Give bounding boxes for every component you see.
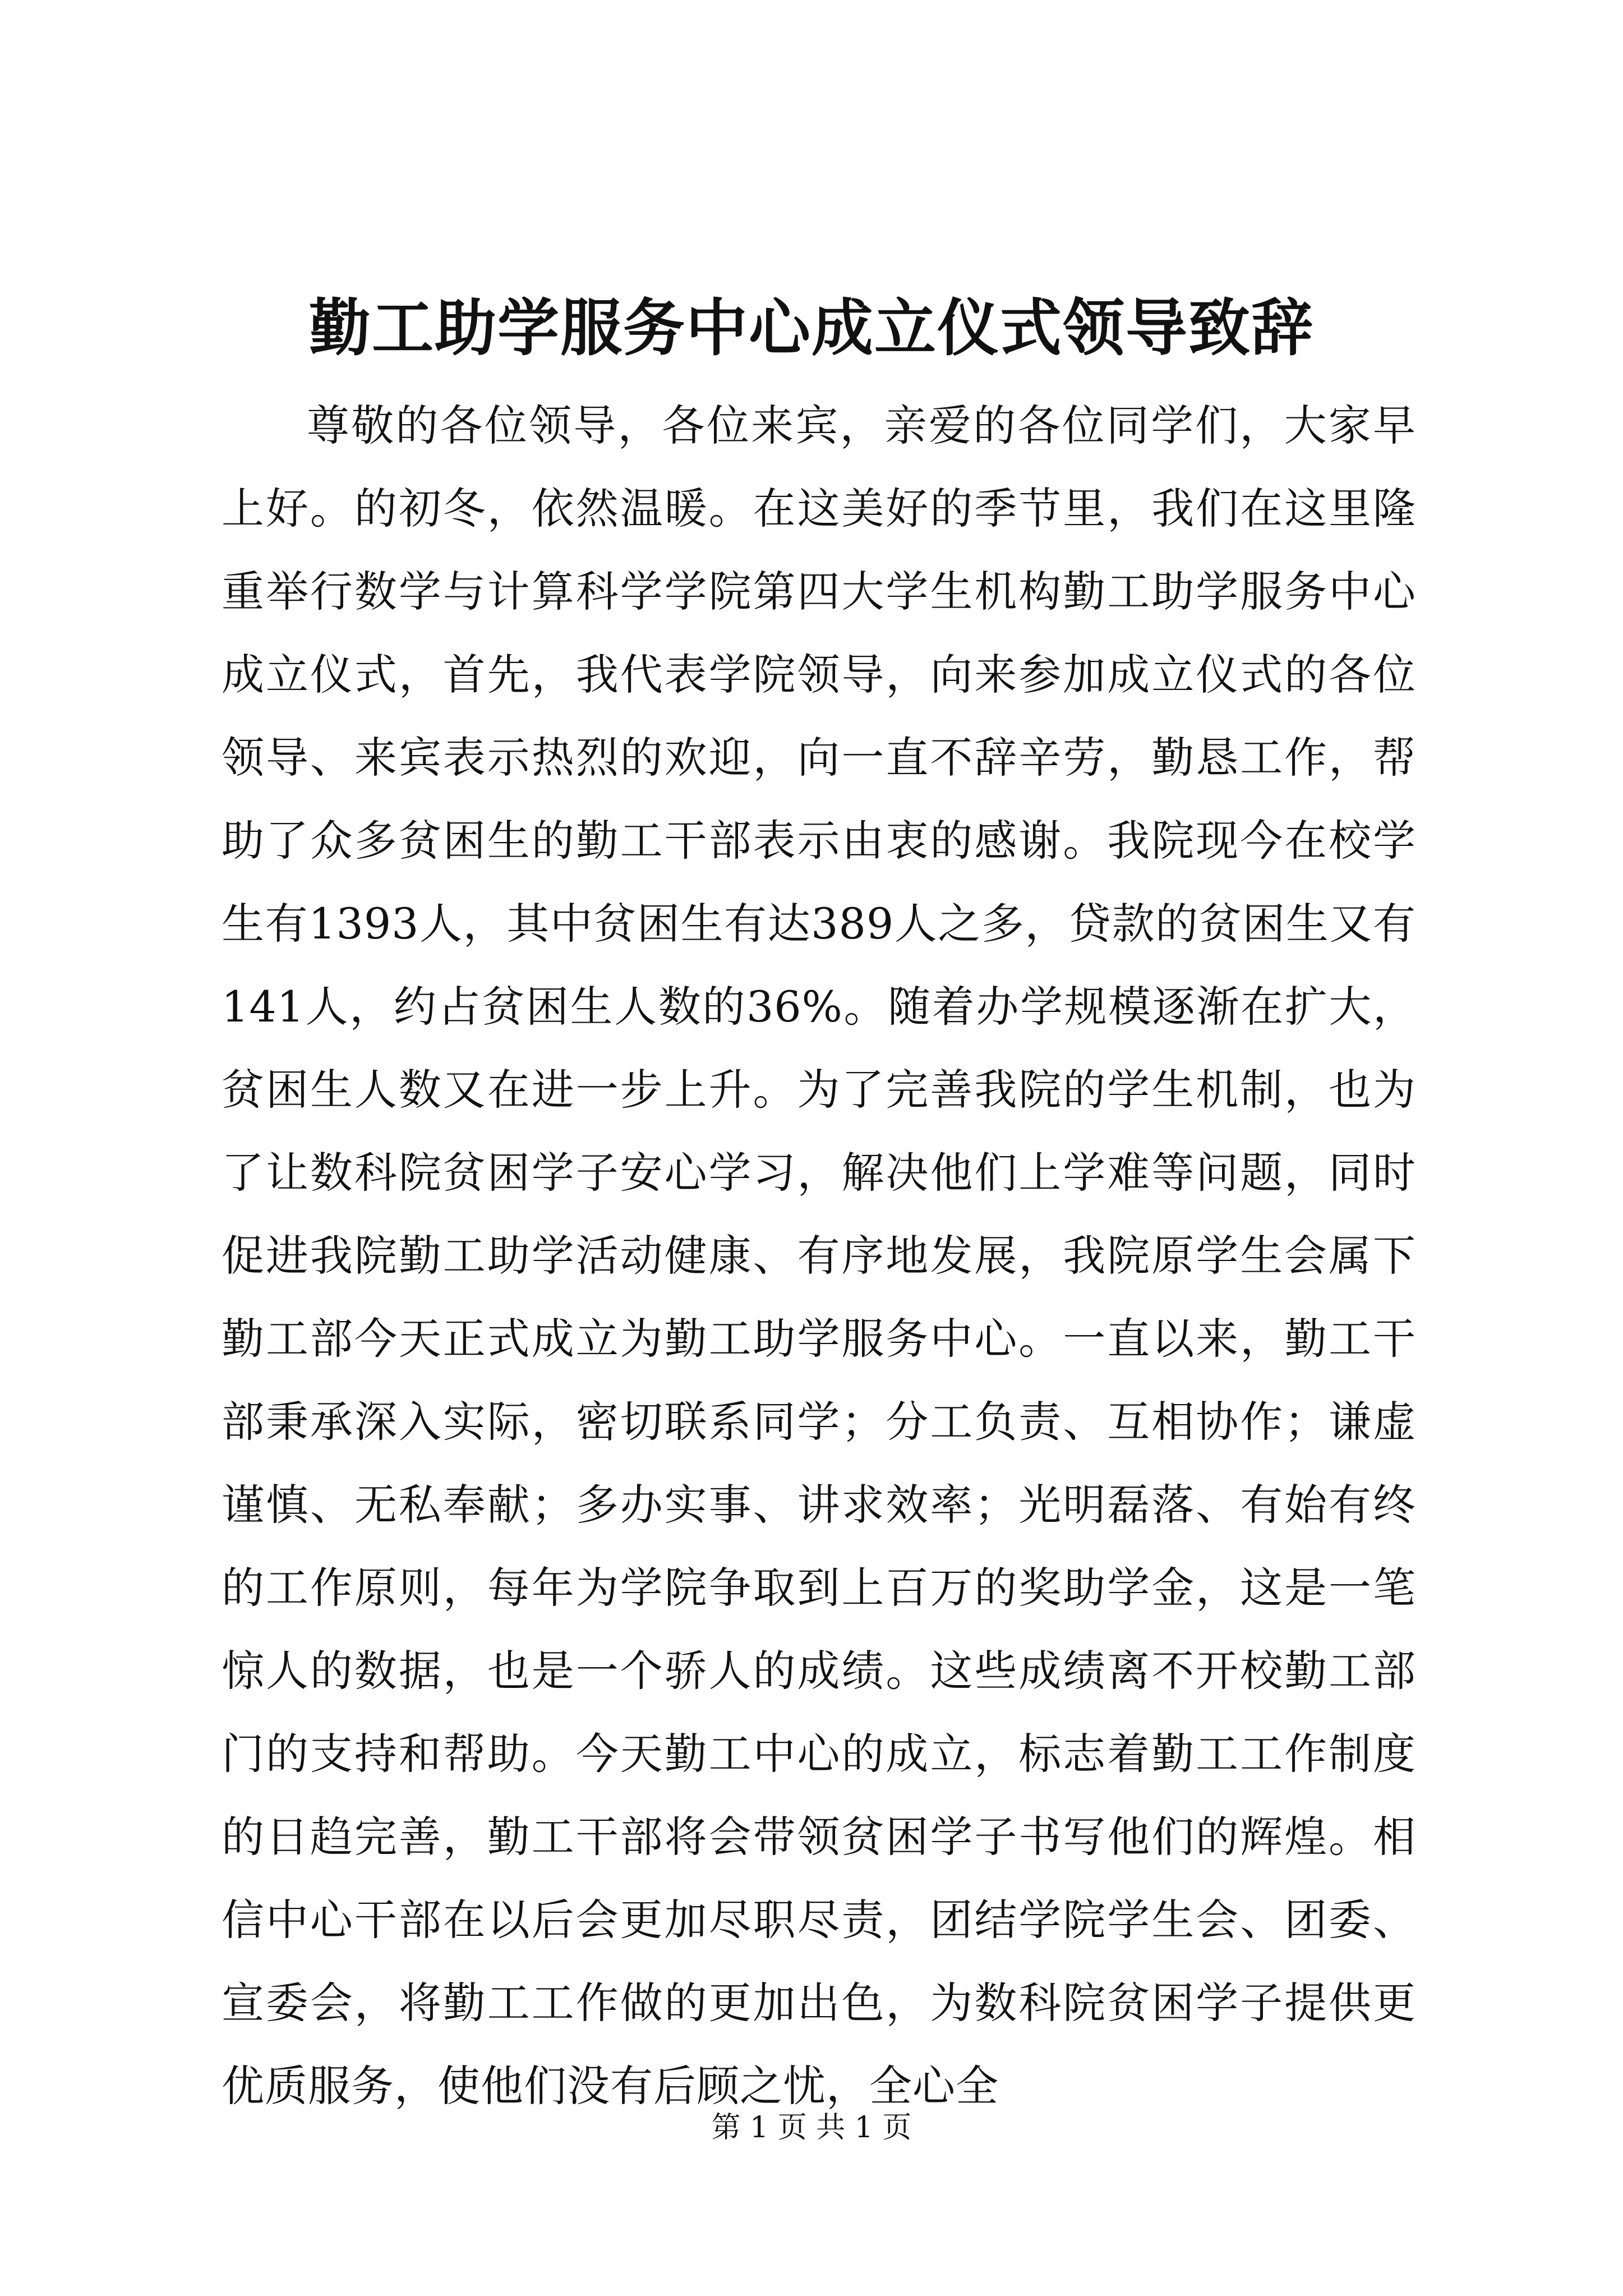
page-footer: 第 1 页 共 1 页 bbox=[711, 2111, 912, 2145]
document-title: 勤工助学服务中心成立仪式领导致辞 bbox=[309, 292, 1314, 364]
body-paragraph: 尊敬的各位领导，各位来宾，亲爱的各位同学们，大家早上好。的初冬，依然温暖。在这美好的季节里，我们在这里隆重举行数学与计算科学学院第四大学生机构勤工助学服务中心成立仪式，首先，我代表学院领导，向来参加成立仪式的各位领导、来宾表示热烈的欢迎，向一直不辞辛劳，勤恳工作，帮助了众多贫困生的勤工干部表示由衷的感谢。我院现今在校学生有1393人，其中贫困生有达389人之多，贷款的贫困生又有141人，约占贫困生人数的36%。随着办学规模逐渐在扩大，贫困生人数又在进一步上升。为了完善我院的学生机制，也为了让数科院贫困学子安心学习，解决他们上学难等问题，同时促进我院勤工助学活动健康、有序地发展，我院原学生会属下勤工部今天正式成立为勤工助学服务中心。一直以来，勤工干部秉承深入实际，密切联系同学；分工负责、互相协作；谦虚谨慎、无私奉献；多办实事、讲求效率；光明磊落、有始有终的工作原则，每年为学院争取到上百万的奖助学金，这是一笔惊人的数据，也是一个骄人的成绩。这些成绩离不开校勤工部门的支持和帮助。今天勤工中心的成立，标志着勤工工作制度的日趋完善，勤工干部将会带领贫困学子书写他们的辉煌。相信中心干部在以后会更加尽职尽责，团结学院学生会、团委、宣委会，将勤工工作做的更加出色，为数科院贫困学子提供更优质服务，使他们没有后顾之忧，全心全 bbox=[222, 401, 1416, 2111]
